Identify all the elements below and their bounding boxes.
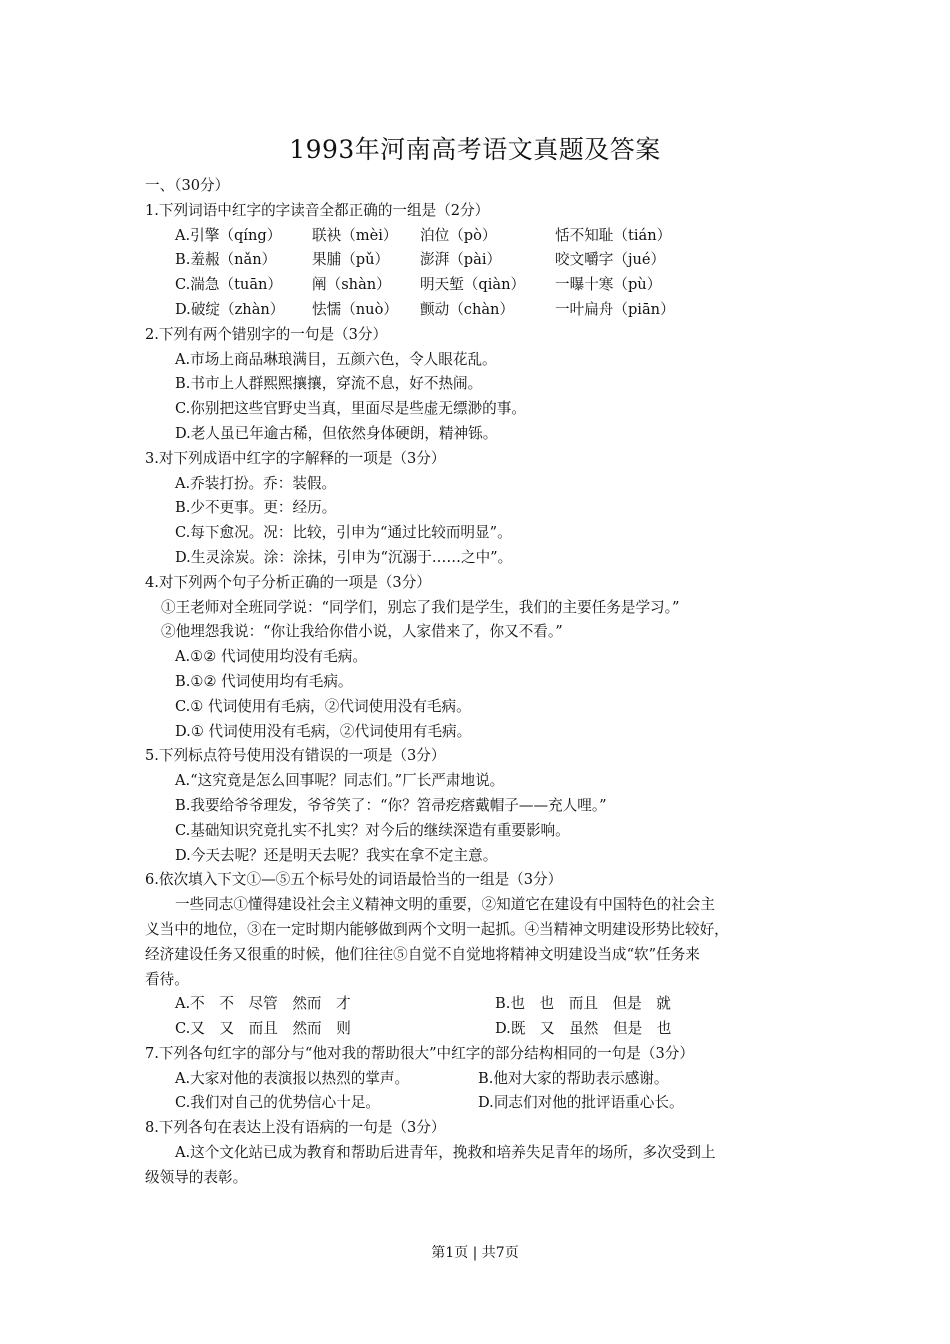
q1-b-3: 澎湃（pài） [420, 251, 502, 269]
question-4-sentence-1: ①王老师对全班同学说：“同学们，别忘了我们是学生，我们的主要任务是学习。” [161, 598, 680, 616]
question-5-option-a: A.“这究竟是怎么回事呢？同志们。”厂长严肃地说。 [175, 772, 505, 790]
question-4-option-c: C.① 代词使用有毛病，②代词使用没有毛病。 [175, 697, 471, 715]
question-7-option-a: A.大家对他的表演报以热烈的掌声。 [175, 1069, 410, 1087]
question-8-option-a-line-2: 级领导的表彰。 [145, 1168, 248, 1186]
question-3-option-d: D.生灵涂炭。涂：涂抹，引申为“沉溺于……之中”。 [175, 548, 513, 566]
question-7-option-c: C.我们对自己的优势信心十足。 [175, 1094, 381, 1112]
question-7-options-row-1 [145, 1067, 810, 1092]
question-1-row-b [145, 248, 810, 273]
question-4-stem: 4.对下列两个句子分析正确的一项是（3分） [145, 573, 431, 591]
question-2-option-c: C.你别把这些官野史当真，里面尽是些虚无缥渺的事。 [175, 400, 526, 418]
question-5-option-c: C.基础知识究竟扎实不扎实？对今后的继续深造有重要影响。 [175, 821, 570, 839]
q1-a-3: 泊位（pò） [420, 226, 497, 244]
q1-a-2: 联袂（mèi） [312, 226, 398, 244]
question-4-option-d: D.① 代词使用没有毛病，②代词使用有毛病。 [175, 722, 472, 740]
question-4-option-b: B.①② 代词使用均有毛病。 [175, 672, 353, 690]
question-3-option-b: B.少不更事。更：经历。 [175, 499, 337, 517]
page-footer: 第1页 | 共7页 [431, 1245, 519, 1261]
question-2-option-a: A.市场上商品琳琅满目，五颜六色，令人眼花乱。 [175, 350, 497, 368]
question-4-option-a: A.①② 代词使用均没有毛病。 [175, 648, 367, 666]
question-5-stem: 5.下列标点符号使用没有错误的一项是（3分） [145, 747, 446, 765]
q1-d-1: D.破绽（zhàn） [175, 300, 285, 318]
question-6-passage-line-1: 一些同志①懂得建设社会主义精神文明的重要，②知道它在建设有中国特色的社会主 [175, 896, 715, 914]
q1-b-2: 果脯（pǔ） [312, 251, 390, 269]
question-5-option-d: D.今天去呢？还是明天去呢？我实在拿不定主意。 [175, 846, 498, 864]
exam-content [145, 174, 810, 1191]
question-7-option-d: D.同志们对他的批评语重心长。 [478, 1094, 684, 1112]
question-1-row-d [145, 298, 810, 323]
question-2-option-d: D.老人虽已年逾古稀，但依然身体硬朗，精神铄。 [175, 424, 498, 442]
question-6-option-b: B.也 也 而且 但是 就 [495, 995, 671, 1013]
q1-d-2: 怯懦（nuò） [312, 300, 398, 318]
question-1-row-a [145, 224, 810, 249]
q1-a-1: A.引擎（qíng） [175, 226, 282, 244]
q1-b-1: B.羞赧（nǎn） [175, 251, 277, 269]
question-6-option-d: D.既 又 虽然 但是 也 [495, 1020, 672, 1038]
question-7-stem: 7.下列各句红字的部分与“他对我的帮助很大”中红字的部分结构相同的一句是（3分） [145, 1044, 694, 1062]
question-2-option-b: B.书市上人群熙熙攘攘，穿流不息，好不热闹。 [175, 375, 483, 393]
question-3-option-a: A.乔装打扮。乔：装假。 [175, 474, 337, 492]
q1-d-3: 颤动（chàn） [420, 300, 515, 318]
question-6-passage-line-4: 看待。 [145, 970, 189, 988]
q1-c-4: 一曝十寒（pù） [555, 276, 662, 294]
question-6-passage-line-2: 义当中的地位，③在一定时期内能够做到两个文明一起抓。④当精神文明建设形势比较好， [145, 920, 729, 938]
question-6-option-a: A.不 不 尽管 然而 才 [175, 995, 351, 1013]
question-2-stem: 2.下列有两个错别字的一句是（3分） [145, 325, 388, 343]
question-6-passage-line-3: 经济建设任务又很重的时候，他们往往⑤自觉不自觉地将精神文明建设当成“软”任务来 [145, 945, 700, 963]
question-6-option-c: C.又 又 而且 然而 则 [175, 1020, 351, 1038]
section-heading: 一、（30分） [145, 177, 230, 194]
question-8-option-a-line-1: A.这个文化站已成为教育和帮助后进青年，挽救和培养失足青年的场所，多次受到上 [175, 1144, 716, 1162]
question-6-options-row-1 [145, 992, 810, 1017]
q1-b-4: 咬文嚼字（jué） [555, 251, 666, 269]
question-7-option-b: B.他对大家的帮助表示感谢。 [478, 1069, 669, 1087]
question-6-stem: 6.依次填入下文①—⑤五个标号处的词语最恰当的一组是（3分） [145, 871, 563, 889]
q1-c-1: C.湍急（tuān） [175, 276, 283, 294]
q1-c-3: 明天堑（qiàn） [420, 276, 526, 294]
question-1-row-c [145, 273, 810, 298]
q1-c-2: 阐（shàn） [312, 276, 391, 294]
question-7-options-row-2 [145, 1091, 810, 1116]
question-3-option-c: C.每下愈况。况：比较，引申为“通过比较而明显”。 [175, 524, 512, 542]
question-6-options-row-2 [145, 1017, 810, 1042]
q1-d-4: 一叶扁舟（piān） [555, 300, 675, 318]
question-1-stem: 1.下列词语中红字的字读音全都正确的一组是（2分） [145, 201, 490, 219]
question-4-sentence-2: ②他埋怨我说：“你让我给你借小说，人家借来了，你又不看。” [161, 623, 563, 641]
question-8-stem: 8.下列各句在表达上没有语病的一句是（3分） [145, 1119, 446, 1137]
question-3-stem: 3.对下列成语中红字的字解释的一项是（3分） [145, 449, 446, 467]
question-5-option-b: B.我要给爷爷理发，爷爷笑了：“你？笤帚疙瘩戴帽子——充人哩。” [175, 796, 607, 814]
q1-a-4: 恬不知耻（tián） [555, 226, 672, 244]
page-title: 1993年河南高考语文真题及答案 [289, 135, 661, 164]
